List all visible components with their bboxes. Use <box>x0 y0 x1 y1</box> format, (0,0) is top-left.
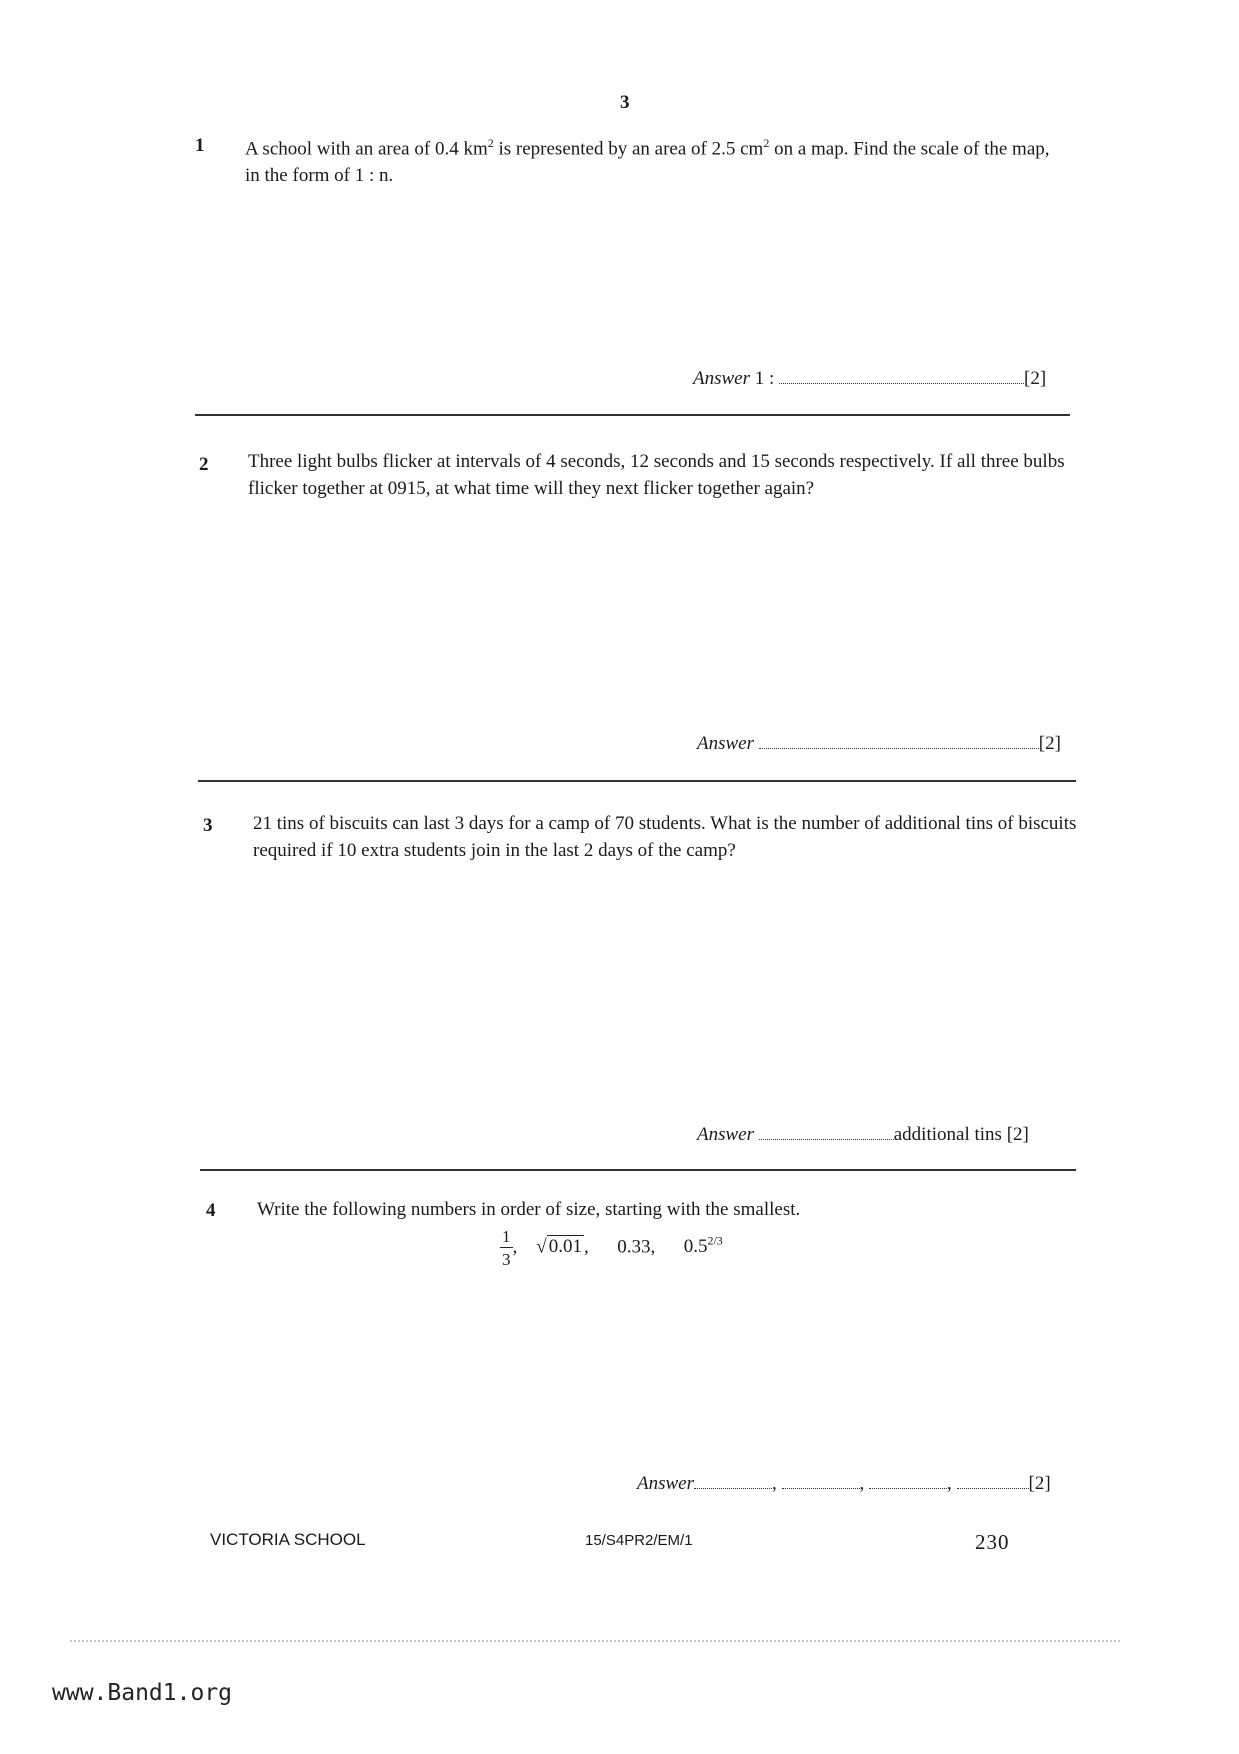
footer-paper-code: 15/S4PR2/EM/1 <box>585 1532 693 1549</box>
fraction-denominator: 3 <box>502 1250 511 1269</box>
answer-blank[interactable] <box>759 732 1039 749</box>
answer-label: Answer <box>697 733 754 754</box>
answer-blank-3[interactable] <box>869 1472 947 1489</box>
answer-blank-1[interactable] <box>694 1472 772 1489</box>
answer-blank-2[interactable] <box>782 1472 860 1489</box>
question-3-text: 21 tins of biscuits can last 3 days for a camp of 70 students. What is the number of additional tins of biscuits required if 10 extra students join in the last 2 days of the camp? <box>253 813 1077 861</box>
question-2-answer <box>697 732 1061 755</box>
decimal-value: 0.33 <box>617 1236 651 1258</box>
square-root: √ 0.01 <box>536 1236 582 1258</box>
question-4-text: Write the following numbers in order of size, starting with the smallest. <box>257 1199 801 1220</box>
question-1-answer <box>693 367 1046 390</box>
marks: [2] <box>1006 1124 1029 1145</box>
q1-text-part-a: A school with an area of 0.4 km <box>245 138 488 160</box>
page-number: 3 <box>620 92 630 113</box>
q1-text-part-c: on a map. Find the scale of the map, in the form of 1 : n. <box>245 138 1050 187</box>
q1-cm-exponent: 2 <box>763 136 770 150</box>
marks: [2] <box>1028 1473 1051 1494</box>
watermark-url: www.Band1.org <box>52 1680 233 1706</box>
question-divider <box>195 414 1070 416</box>
question-3-answer <box>697 1123 1029 1146</box>
power-value <box>684 1236 723 1257</box>
answer-blank[interactable] <box>759 1123 894 1140</box>
question-1-number: 1 <box>195 135 205 156</box>
numbers-to-order: $\frac{1}{3}$ , √ 0.01 , 0.33, $0.5^{2/3}$ <box>502 1227 723 1269</box>
footer-school-name: VICTORIA SCHOOL <box>210 1530 366 1549</box>
question-2-number: 2 <box>199 454 209 475</box>
question-divider <box>198 780 1076 782</box>
power-exponent: 2/3 <box>707 1234 723 1249</box>
question-divider <box>200 1169 1076 1171</box>
question-2-text: Three light bulbs flicker at intervals of 4 seconds, 12 seconds and 15 seconds respectively. If all three bulbs flicker together at 0915, at what time will they next flicker together again? <box>248 451 1065 499</box>
question-4-number: 4 <box>206 1200 216 1221</box>
fraction-numerator: 1 <box>502 1227 511 1246</box>
fraction-one-third <box>500 1228 513 1268</box>
answer-label: Answer <box>637 1473 694 1494</box>
sqrt-radicand: 0.01 <box>548 1236 582 1258</box>
answer-label: Answer <box>697 1124 754 1145</box>
answer-prefix: 1 : <box>750 368 775 389</box>
question-4-answer: Answer , , , [2] <box>637 1473 1051 1494</box>
answer-label: Answer <box>693 368 750 389</box>
answer-blank[interactable] <box>779 367 1024 384</box>
marks: [2] <box>1038 733 1061 754</box>
answer-blank-4[interactable] <box>957 1472 1029 1489</box>
marks: [2] <box>1024 368 1047 389</box>
footer-page-code: 230 <box>975 1530 1010 1554</box>
answer-unit: additional tins <box>893 1124 1002 1145</box>
question-3-number: 3 <box>203 815 213 836</box>
q1-km-exponent: 2 <box>487 136 494 150</box>
q1-text-part-b: is represented by an area of 2.5 cm <box>493 138 764 160</box>
scan-noise <box>70 1640 1120 1642</box>
question-1-text <box>245 130 1060 189</box>
power-base: 0.5 <box>683 1236 708 1258</box>
